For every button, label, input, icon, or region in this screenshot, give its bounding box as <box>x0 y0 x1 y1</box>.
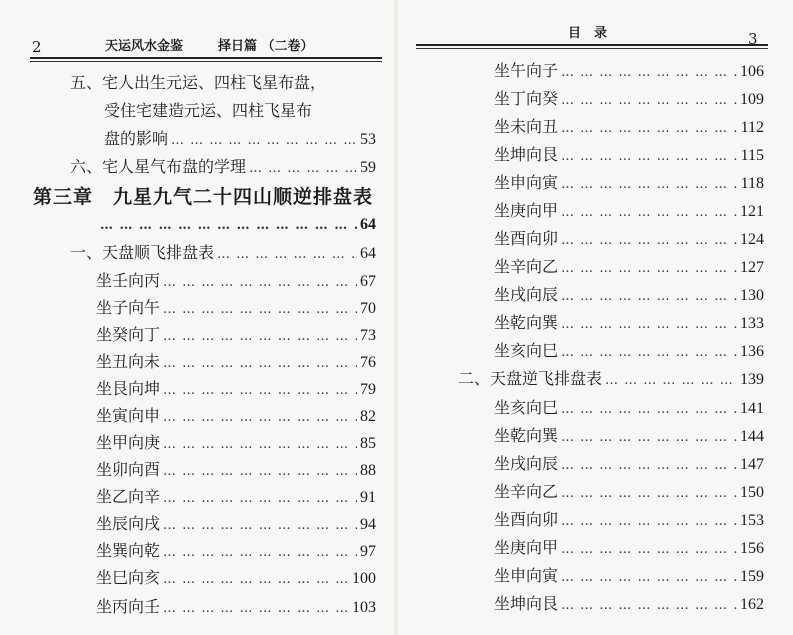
toc-entry[interactable] <box>494 226 764 252</box>
leader-dots <box>163 378 357 404</box>
leader-dots <box>561 116 738 142</box>
toc-entry-page: 53 <box>360 131 376 148</box>
section5-line1: 五、宅人出生元运、四柱飞星布盘， <box>70 73 327 92</box>
toc-entry-page: 156 <box>740 540 764 557</box>
toc-entry-page: 133 <box>740 315 764 332</box>
toc-entry-label: 坐辛向乙 <box>494 257 559 276</box>
toc-entry[interactable] <box>494 451 764 477</box>
toc-entry-label: 坐辰向戌 <box>96 514 161 533</box>
toc-entry-page: 73 <box>360 327 376 344</box>
toc-entry[interactable] <box>494 198 764 224</box>
leader-dots <box>561 172 738 198</box>
leader-dots <box>163 596 349 622</box>
toc-entry-page: 147 <box>740 456 764 473</box>
leader-dots <box>561 593 737 619</box>
toc-entry-page: 136 <box>740 343 764 360</box>
toc-entry-page: 124 <box>740 231 764 248</box>
toc-entry[interactable] <box>494 395 764 421</box>
right-page-number: 3 <box>748 30 758 48</box>
toc-entry-label: 盘的影响 <box>104 129 169 148</box>
section5-line2: 受住宅建造元运、四柱飞星布 <box>104 101 313 120</box>
toc-entry[interactable] <box>494 170 764 196</box>
left-header-rule <box>30 57 382 59</box>
toc-entry-page: 76 <box>360 354 376 371</box>
toc-entry[interactable] <box>494 114 764 140</box>
toc-entry-page: 91 <box>360 489 376 506</box>
leader-dots <box>163 270 357 296</box>
leader-dots <box>163 567 349 593</box>
leader-dots <box>171 128 357 154</box>
leader-dots <box>605 368 737 394</box>
toc-entry-page: 115 <box>740 147 764 164</box>
toc-entry[interactable] <box>494 58 764 84</box>
left-page <box>0 0 396 635</box>
toc-entry-label: 坐申向寅 <box>494 566 559 585</box>
toc-entry[interactable] <box>96 511 376 537</box>
toc-entry-label: 坐庚向甲 <box>494 538 559 557</box>
toc-entry[interactable] <box>494 254 764 280</box>
leader-dots <box>163 405 357 431</box>
leader-dots <box>561 200 737 226</box>
toc-entry[interactable] <box>96 484 376 510</box>
right-page <box>396 0 793 635</box>
leader-dots <box>561 537 737 563</box>
leader-dots <box>561 425 737 451</box>
toc-entry[interactable] <box>494 86 764 112</box>
toc-entry-label: 坐亥向巳 <box>494 341 559 360</box>
toc-entry[interactable] <box>96 403 376 429</box>
toc-entry-page: 144 <box>740 428 764 445</box>
toc-entry[interactable] <box>494 563 764 589</box>
toc-entry-label: 坐坤向艮 <box>494 145 559 164</box>
toc-entry-label: 一、天盘顺飞排盘表 <box>70 243 215 262</box>
leader-dots <box>561 60 737 86</box>
toc-entry[interactable] <box>96 430 376 456</box>
toc-entry-label: 坐酉向卯 <box>494 510 559 529</box>
right-header-rule <box>416 44 768 46</box>
toc-entry-page: 70 <box>360 300 376 317</box>
toc-entry-page: 106 <box>740 63 764 80</box>
toc-entry[interactable] <box>96 594 376 620</box>
toc-entry-label: 坐寅向申 <box>96 406 161 425</box>
toc-entry-page: 130 <box>740 287 764 304</box>
left-page-number: 2 <box>32 38 42 56</box>
right-header-title: 目 录 <box>568 26 608 41</box>
toc-entry-page: 112 <box>740 119 764 136</box>
leader-dots <box>249 156 357 182</box>
toc-entry-label: 二、天盘逆飞排盘表 <box>458 369 603 388</box>
toc-entry-page: 159 <box>740 568 764 585</box>
toc-entry-label: 坐申向寅 <box>494 173 559 192</box>
toc-entry-label: 坐丁向癸 <box>494 89 559 108</box>
toc-entry-label: 坐癸向丁 <box>96 325 161 344</box>
toc-entry[interactable] <box>96 538 376 564</box>
toc-entry-page: 103 <box>352 599 376 616</box>
toc-entry[interactable] <box>96 322 376 348</box>
toc-entry[interactable] <box>96 349 376 375</box>
toc-entry[interactable] <box>494 338 764 364</box>
left-header-section: 择日篇 （二卷） <box>218 39 314 54</box>
toc-entry[interactable] <box>494 282 764 308</box>
toc-entry-section5[interactable] <box>104 126 376 152</box>
toc-entry-label: 坐戌向辰 <box>494 454 559 473</box>
leader-dots <box>561 228 737 254</box>
toc-entry-label: 坐亥向巳 <box>494 398 559 417</box>
left-header-rule-thin <box>30 61 382 62</box>
toc-entry[interactable] <box>494 507 764 533</box>
leader-dots <box>163 486 357 512</box>
toc-entry[interactable] <box>494 479 764 505</box>
toc-entry-page: 59 <box>360 159 376 176</box>
leader-dots <box>561 565 737 591</box>
toc-entry-page: 79 <box>360 381 376 398</box>
leader-dots <box>163 351 357 377</box>
leader-dots <box>561 284 737 310</box>
leader-dots <box>163 459 357 485</box>
toc-entry-label: 坐戌向辰 <box>494 285 559 304</box>
leader-dots <box>561 144 738 170</box>
toc-entry-label: 坐庚向甲 <box>494 201 559 220</box>
chapter-3-title[interactable]: 第三章 九星九气二十四山顺逆排盘表 <box>33 186 374 208</box>
toc-entry-label: 坐丑向未 <box>96 352 161 371</box>
toc-entry[interactable] <box>96 376 376 402</box>
toc-entry-page: 64 <box>360 245 376 262</box>
toc-entry-label: 坐乾向巽 <box>494 426 559 445</box>
toc-entry[interactable] <box>96 565 376 591</box>
leader-dots <box>561 481 737 507</box>
toc-entry-label: 坐巽向乾 <box>96 541 161 560</box>
toc-entry-label: 坐辛向乙 <box>494 482 559 501</box>
toc-entry-page: 109 <box>740 91 764 108</box>
leader-dots <box>561 88 737 114</box>
toc-entry-page: 150 <box>740 484 764 501</box>
toc-entry-page: 162 <box>740 596 764 613</box>
leader-dots <box>561 397 737 423</box>
toc-entry-page: 100 <box>352 570 376 587</box>
leader-dots <box>163 324 357 350</box>
toc-entry-label: 坐酉向卯 <box>494 229 559 248</box>
toc-entry[interactable] <box>494 310 764 336</box>
toc-entry-label: 坐午向子 <box>494 61 559 80</box>
toc-entry-page: 82 <box>360 408 376 425</box>
toc-entry-label: 坐艮向坤 <box>96 379 161 398</box>
toc-entry-part1[interactable] <box>70 240 376 266</box>
leader-dots <box>561 340 737 366</box>
toc-entry[interactable] <box>494 142 764 168</box>
toc-entry-page: 139 <box>740 371 764 388</box>
toc-entry-label: 六、宅人星气布盘的学理 <box>70 157 247 176</box>
toc-entry-label: 坐卯向酉 <box>96 460 161 479</box>
toc-entry-label: 坐乙向辛 <box>96 487 161 506</box>
toc-entry[interactable] <box>494 591 764 617</box>
toc-entry-page: 127 <box>740 259 764 276</box>
leader-dots <box>561 509 737 535</box>
leader-dots <box>163 297 357 323</box>
toc-entry-label: 坐乾向巽 <box>494 313 559 332</box>
toc-entry-part2[interactable] <box>458 366 764 392</box>
toc-entry[interactable] <box>494 423 764 449</box>
leader-dots <box>163 540 357 566</box>
toc-entry-page: 118 <box>740 175 764 192</box>
toc-entry-page: 153 <box>740 512 764 529</box>
toc-entry-label: 坐巳向亥 <box>96 568 161 587</box>
toc-entry-label: 坐丙向壬 <box>96 597 161 616</box>
toc-entry-label: 坐未向丑 <box>494 117 559 136</box>
toc-entry-page: 97 <box>360 543 376 560</box>
toc-entry[interactable] <box>96 295 376 321</box>
toc-entry-chapter3[interactable] <box>100 212 376 238</box>
leader-dots <box>100 213 357 239</box>
toc-entry-page: 141 <box>740 400 764 417</box>
toc-entry-page: 88 <box>360 462 376 479</box>
toc-entry-page: 67 <box>360 273 376 290</box>
right-header-rule-thin <box>416 48 768 49</box>
leader-dots <box>217 242 357 268</box>
leader-dots <box>561 453 737 479</box>
leader-dots <box>163 513 357 539</box>
toc-entry-section6[interactable] <box>70 154 376 180</box>
toc-entry[interactable] <box>494 535 764 561</box>
leader-dots <box>561 256 737 282</box>
toc-entry-label: 坐子向午 <box>96 298 161 317</box>
toc-entry-page: 94 <box>360 516 376 533</box>
toc-entry-label: 坐壬向丙 <box>96 271 161 290</box>
toc-entry[interactable] <box>96 457 376 483</box>
toc-entry-page: 85 <box>360 435 376 452</box>
toc-entry[interactable] <box>96 268 376 294</box>
left-header-title: 天运风水金鉴 <box>105 39 184 54</box>
toc-entry-label: 坐甲向庚 <box>96 433 161 452</box>
toc-entry-page: 64 <box>360 216 376 233</box>
leader-dots <box>561 312 737 338</box>
toc-entry-label: 坐坤向艮 <box>494 594 559 613</box>
leader-dots <box>163 432 357 458</box>
toc-entry-page: 121 <box>740 203 764 220</box>
